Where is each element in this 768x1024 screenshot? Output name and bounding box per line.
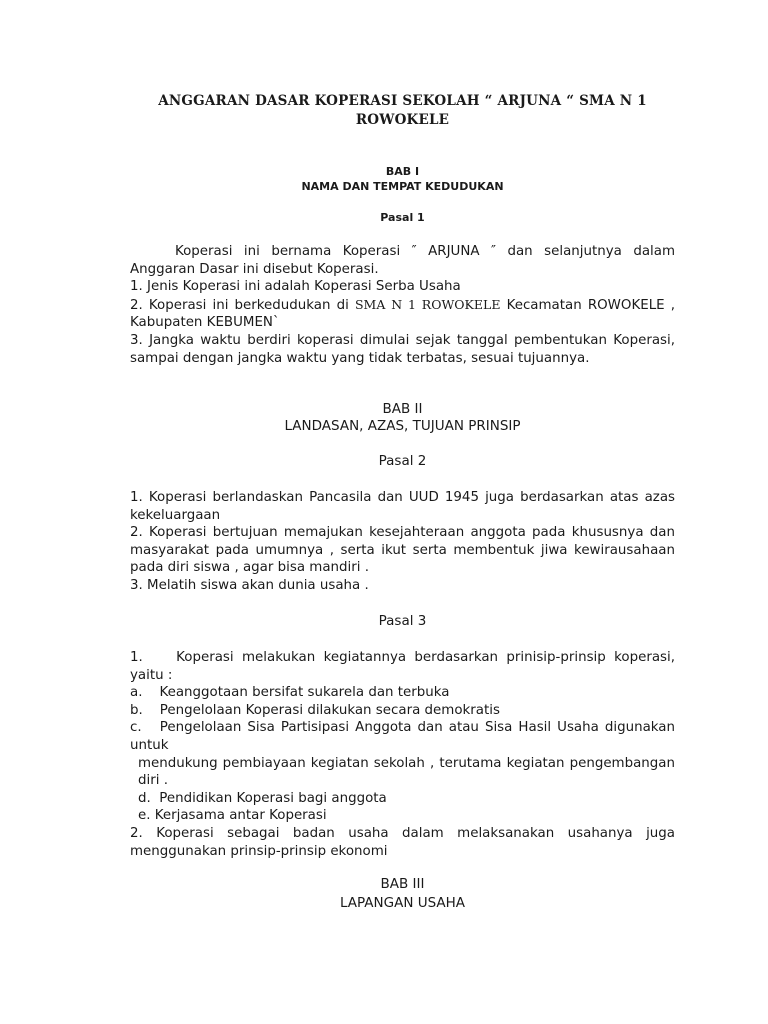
pasal-2-heading: Pasal 2 — [378, 453, 427, 469]
bab-1-label: BAB I — [385, 165, 420, 178]
pasal-3-item-c-cont: mendukung pembiayaan kegiatan sekolah , terutama kegiatan pengembangan diri . — [138, 755, 675, 789]
bab-1-heading: NAMA DAN TEMPAT KEDUDUKAN — [301, 180, 504, 193]
pasal-2-item: 1. Koperasi berlandaskan Pancasila dan UUD 1945 juga berdasarkan atas azas kekeluargaan — [130, 490, 675, 523]
bab-3-header — [130, 875, 675, 913]
pasal-3-item-d: d. Pendidikan Koperasi bagi anggota — [138, 790, 387, 806]
title-line-1: ANGGARAN DASAR KOPERASI SEKOLAH “ ARJUNA “ SMA N 1 — [158, 93, 647, 109]
pasal-3-item-b: b. Pengelolaan Koperasi dilakukan secara demokratis — [130, 702, 500, 718]
bab-2-heading: LANDASAN, AZAS, TUJUAN PRINSIP — [284, 418, 521, 434]
pasal-3-item-c: c. Pengelolaan Sisa Partisipasi Anggota dan atau Sisa Hasil Usaha digunakan untuk — [130, 720, 680, 753]
pasal-2-item: 2. Koperasi bertujuan memajukan kesejahteraan anggota pada khususnya dan masyarakat pada umumnya , serta ikut serta membentuk jiwa kewirausahaan pada diri siswa , agar bisa mandiri . — [130, 525, 675, 576]
bab-2-label: BAB II — [382, 401, 423, 417]
pasal-2-body — [130, 489, 675, 595]
pasal-3-item-a: a. Keanggotaan bersifat sukarela dan terbuka — [130, 685, 450, 701]
pasal-1-body — [130, 243, 675, 367]
pasal-3-item-2: 2. Koperasi sebagai badan usaha dalam melaksanakan usahanya juga menggunakan prinsip-prinsip ekonomi — [130, 825, 675, 859]
pasal-3-body — [130, 649, 680, 860]
item-2-suffix: Kecamatan ROWOKELE , Kabupaten KEBUMEN` — [130, 297, 676, 331]
pasal-3-item-1: 1. Koperasi melakukan kegiatannya berdasarkan prinisip-prinsip koperasi, yaitu : — [130, 650, 680, 683]
pasal-2-item: 3. Melatih siswa akan dunia usaha . — [130, 577, 369, 593]
pasal-1-item-2 — [130, 296, 675, 332]
pasal-3-heading: Pasal 3 — [378, 613, 427, 629]
document-title — [110, 92, 695, 130]
pasal-1-intro: Koperasi ini bernama Koperasi ″ ARJUNA ″ dan selanjutnya dalam Anggaran Dasar ini disebut Koperasi. — [130, 244, 675, 277]
pasal-1-heading: Pasal 1 — [380, 211, 425, 224]
pasal-1-item-1: 1. Jenis Koperasi ini adalah Koperasi Serba Usaha — [130, 279, 461, 295]
bab-3-heading: LAPANGAN USAHA — [339, 895, 466, 911]
pasal-1-item-3: 3. Jangka waktu berdiri koperasi dimulai sejak tanggal pembentukan Koperasi, sampai dengan jangka waktu yang tidak terbatas, sesuai tujuannya. — [130, 332, 675, 366]
school-name: SMA N 1 ROWOKELE — [354, 296, 501, 312]
item-2-prefix: 2. Koperasi ini berkedudukan di — [130, 297, 349, 313]
bab-2-header — [130, 401, 675, 435]
bab-1-header — [130, 164, 675, 194]
title-line-2: ROWOKELE — [355, 112, 450, 128]
pasal-3-item-e: e. Kerjasama antar Koperasi — [138, 808, 327, 824]
bab-3-label: BAB III — [380, 876, 425, 892]
